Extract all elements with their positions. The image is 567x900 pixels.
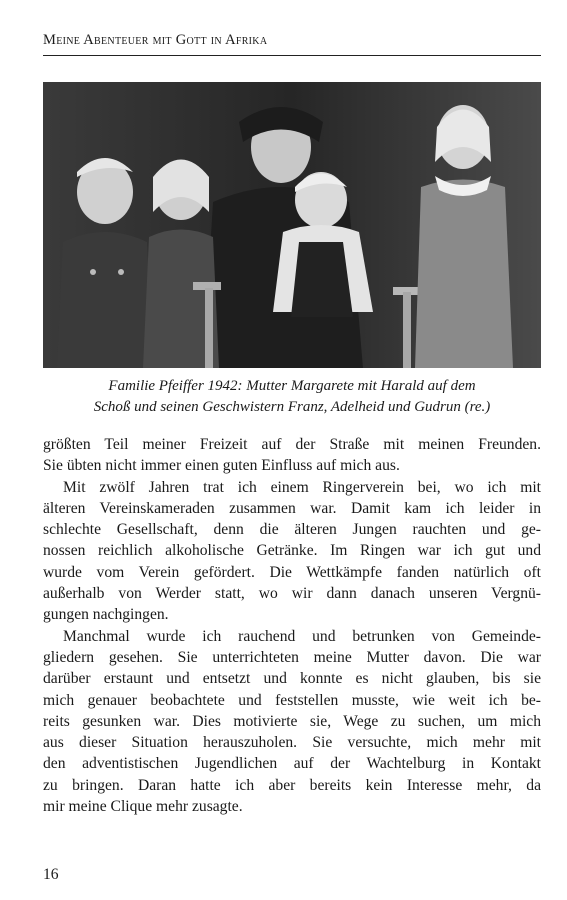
photo-caption — [43, 376, 541, 418]
body-line: reits gesunken war. Dies motivierte sie, Wege zu suchen, um mich — [43, 712, 541, 730]
body-text — [43, 434, 541, 817]
family-photo-illustration — [43, 82, 541, 368]
header-rule — [43, 55, 541, 56]
caption-line: Familie Pfeiffer 1942: Mutter Margarete mit Harald auf dem — [108, 378, 476, 394]
body-line: darüber erstaunt und entsetzt und konnte es nicht glauben, bis sie — [43, 670, 541, 688]
body-line: den adventistischen Jugendlichen auf der Wachtelburg in Kontakt — [43, 755, 541, 773]
page-number: 16 — [43, 866, 59, 883]
body-line: mir meine Clique mehr zusagte. — [43, 798, 243, 816]
body-line: wurde vom Verein gefördert. Die Wettkämpfe fanden natürlich oft — [43, 563, 541, 581]
body-line: zu bringen. Daran hatte ich aber bereits kein Interesse mehr, da — [43, 776, 541, 794]
body-line: aus dieser Situation herauszuholen. Sie versuchte, mich mehr mit — [43, 734, 541, 752]
body-line: gungen nachgingen. — [43, 606, 169, 624]
body-line: Mit zwölf Jahren trat ich einem Ringerverein bei, wo ich mit — [63, 478, 541, 496]
body-line: Manchmal wurde ich rauchend und betrunken von Gemeinde- — [63, 627, 541, 645]
family-photo — [43, 82, 541, 368]
caption-line: Schoß und seinen Geschwistern Franz, Adelheid und Gudrun (re.) — [93, 399, 491, 415]
body-line: schlechte Gesellschaft, denn die älteren Jungen rauchten und ge- — [43, 521, 541, 539]
body-line: älteren Vereinskameraden zusammen war. Damit kam ich leider in — [43, 499, 541, 517]
body-line: gliedern gesehen. Sie unterrichteten meine Mutter davon. Die war — [43, 648, 541, 666]
body-line: Sie übten nicht immer einen guten Einfluss auf mich aus. — [43, 457, 400, 475]
body-line: nossen reichlich alkoholische Getränke. Im Ringen war ich gut und — [43, 542, 541, 560]
body-line: außerhalb von Werder statt, wo wir dann danach unseren Vergnü- — [43, 585, 541, 603]
running-header: Meine Abenteuer mit Gott in Afrika — [43, 32, 268, 48]
body-line: größten Teil meiner Freizeit auf der Straße mit meinen Freunden. — [43, 436, 541, 453]
body-line: mich genauer beobachtete und feststellen musste, wie weit ich be- — [43, 691, 541, 709]
